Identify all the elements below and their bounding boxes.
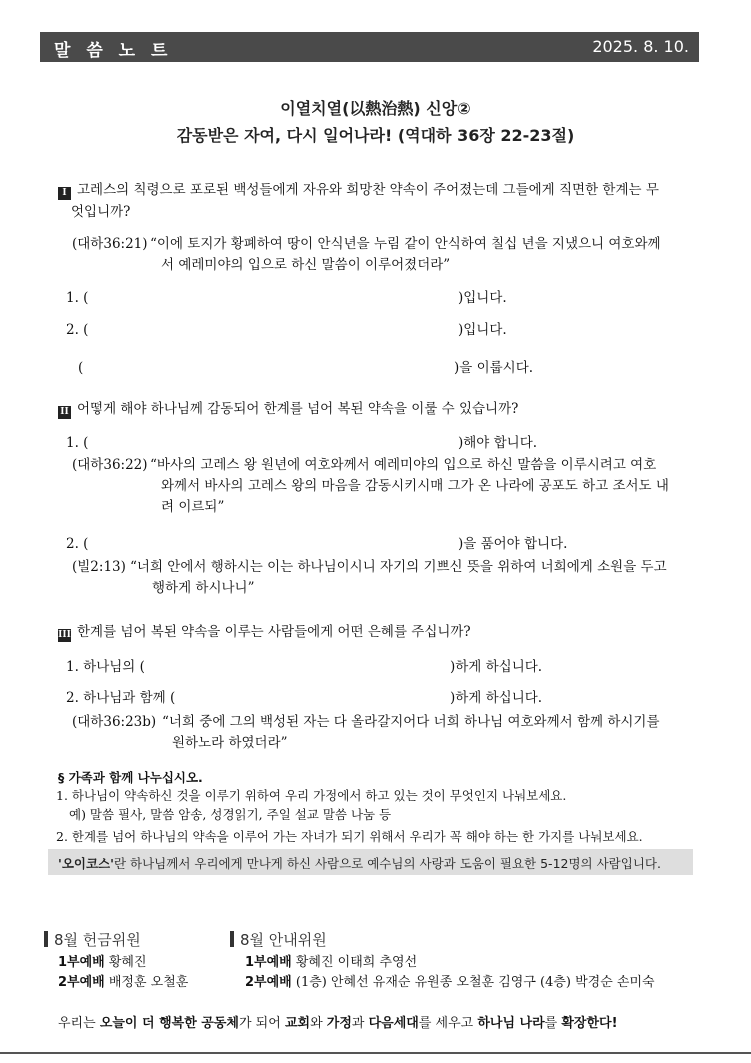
- section2-blank1-open: 1. (: [66, 435, 89, 451]
- church-slogan: [58, 1012, 618, 1031]
- oikos-text: [58, 854, 661, 872]
- usher-heading: [230, 929, 327, 950]
- usher-row1-label: 1부예배: [245, 955, 292, 970]
- section1-blank3-close: )을 이룹시다.: [454, 360, 534, 376]
- slogan-emphasis: 교회: [284, 1016, 311, 1031]
- slogan-emphasis: 확장한다!: [561, 1016, 618, 1031]
- section2-verse1: [72, 455, 702, 521]
- section2-verse1-ref: (대하36:22): [72, 457, 148, 473]
- footer-divider: [0, 1052, 751, 1054]
- family-item2: 2. 한계를 넘어 하나님의 약속을 이루어 가는 자녀가 되기 위해서 우리가 꼭 해야 하는 한 가지를 나눠보세요.: [56, 829, 643, 844]
- section3-verse: [72, 712, 702, 756]
- sermon-title: [0, 95, 751, 149]
- usher-heading-text: 8월 안내위원: [240, 931, 327, 949]
- section1-blank2-open: 2. (: [66, 322, 89, 338]
- section1-numeral: I: [58, 187, 71, 200]
- section1-verse-line2: 서 예레미야의 입으로 하신 말씀이 이루어졌더라”: [161, 257, 451, 273]
- usher-row2-label: 2부예배: [245, 975, 292, 990]
- section2-verse2-line1: “너희 안에서 행하시는 이는 하나님이시니 자기의 기쁘신 뜻을 위하여 너희에게 소원을 두고: [130, 559, 667, 575]
- section1-verse: [72, 234, 702, 278]
- slogan-emphasis: 가정: [326, 1016, 352, 1031]
- section1-question-line2: 엇입니까?: [71, 204, 131, 220]
- section3-question: [58, 621, 471, 643]
- section2-verse1-line3: 려 이르되”: [161, 499, 225, 515]
- slogan-part: 과: [351, 1016, 369, 1031]
- offering-heading: [44, 929, 141, 950]
- section1-blank1-open: 1. (: [66, 290, 89, 306]
- section2-question-text: 어떻게 해야 하나님께 감동되어 한계를 넘어 복된 약속을 이룰 수 있습니까?: [77, 401, 519, 417]
- usher-row1: [245, 953, 417, 973]
- section3-numeral: III: [58, 630, 71, 640]
- family-items: [56, 786, 643, 846]
- section2-verse2: [72, 557, 702, 601]
- offering-heading-bar: [44, 931, 48, 947]
- header-date: 2025. 8. 10.: [592, 37, 689, 56]
- header-label: 말 씀 노 트: [54, 41, 173, 61]
- header-bar: [40, 32, 699, 62]
- section2-question: [58, 398, 518, 420]
- oikos-term: '오이코스': [58, 856, 114, 871]
- section1-blank3-open: (: [78, 360, 84, 376]
- section2-verse2-ref: (빌2:13): [72, 559, 126, 575]
- section3-verse-line2: 원하노라 하였더라”: [172, 735, 288, 751]
- offering-row1-names: 황혜진: [108, 955, 147, 970]
- section1-verse-line1: “이에 토지가 황폐하여 땅이 안식년을 누림 같이 안식하여 칠십 년을 지냈으니 여호와께: [150, 236, 661, 252]
- section2-verse1-line1: “바사의 고레스 왕 원년에 여호와께서 예레미야의 입으로 하신 말씀을 이루시려고 여호: [150, 457, 657, 473]
- slogan-part: 와: [310, 1016, 327, 1031]
- offering-heading-text: 8월 헌금위원: [54, 931, 141, 949]
- oikos-definition: 란 하나님께서 우리에게 만나게 하신 사람으로 예수님의 사랑과 도움이 필요한 5-12명의 사람입니다.: [113, 856, 661, 871]
- slogan-part: 를: [544, 1016, 562, 1031]
- section3-blank2-open: 2. 하나님과 함께 (: [66, 690, 176, 706]
- section1-question: [58, 179, 698, 223]
- slogan-part: 가 되어: [238, 1016, 285, 1031]
- usher-row1-names: 황혜진 이태희 추영선: [295, 955, 418, 970]
- section1-blank1-close: )입니다.: [458, 290, 507, 306]
- usher-heading-bar: [230, 931, 234, 947]
- section1-question-line1: 고레스의 칙령으로 포로된 백성들에게 자유와 희망찬 약속이 주어졌는데 그들에게 직면한 한계는 무: [77, 182, 659, 198]
- offering-row1: [58, 953, 147, 973]
- slogan-part: 우리는: [58, 1016, 100, 1031]
- usher-row2: [245, 973, 655, 993]
- section1-blank2-close: )입니다.: [458, 322, 507, 338]
- sermon-title-line1: 이열치열(以熱治熱) 신앙②: [280, 99, 471, 118]
- slogan-emphasis: 오늘이 더 행복한 공동체: [99, 1016, 239, 1031]
- slogan-emphasis: 다음세대: [368, 1016, 419, 1031]
- offering-row2-label: 2부예배: [58, 975, 105, 990]
- family-item1: 1. 하나님이 약속하신 것을 이루기 위하여 우리 가정에서 하고 있는 것이 무엇인지 나눠보세요.: [56, 788, 567, 803]
- section2-blank1-close: )해야 합니다.: [458, 435, 538, 451]
- section3-blank2-close: )하게 하십니다.: [450, 690, 543, 706]
- section2-blank2-close: )을 품어야 합니다.: [458, 536, 568, 552]
- section2-verse2-line2: 행하게 하시나니”: [152, 580, 255, 596]
- section2-verse1-line2: 와께서 바사의 고레스 왕의 마음을 감동시키시매 그가 온 나라에 공포도 하고 조서도 내: [161, 478, 669, 494]
- section3-blank1-close: )하게 하십니다.: [450, 659, 543, 675]
- family-item1-example: 예) 말씀 필사, 말씀 암송, 성경읽기, 주일 설교 말씀 나눔 등: [69, 807, 392, 822]
- section2-numeral: II: [58, 406, 71, 419]
- slogan-emphasis: 하나님 나라: [477, 1016, 545, 1031]
- usher-row2-names: (1층) 안혜선 유재순 유원종 오철훈 김영구 (4층) 박경순 손미숙: [295, 975, 655, 990]
- offering-row2: [58, 973, 188, 993]
- oikos-banner: [48, 849, 693, 875]
- family-section-title: § 가족과 함께 나누십시오.: [58, 770, 203, 785]
- section1-verse-ref: (대하36:21): [72, 236, 148, 252]
- slogan-part: 를 세우고: [418, 1016, 478, 1031]
- offering-row1-label: 1부예배: [58, 955, 105, 970]
- section2-blank2-open: 2. (: [66, 536, 89, 552]
- section3-blank1-open: 1. 하나님의 (: [66, 659, 145, 675]
- section3-verse-line1: “너희 중에 그의 백성된 자는 다 올라갈지어다 너희 하나님 여호와께서 함께 하시기를: [162, 714, 660, 730]
- sermon-title-line2: 감동받은 자여, 다시 일어나라! (역대하 36장 22-23절): [176, 126, 575, 145]
- offering-row2-names: 배정훈 오철훈: [108, 975, 189, 990]
- section3-verse-ref: (대하36:23b): [72, 714, 157, 730]
- section3-question-text: 한계를 넘어 복된 약속을 이루는 사람들에게 어떤 은혜를 주십니까?: [77, 624, 471, 640]
